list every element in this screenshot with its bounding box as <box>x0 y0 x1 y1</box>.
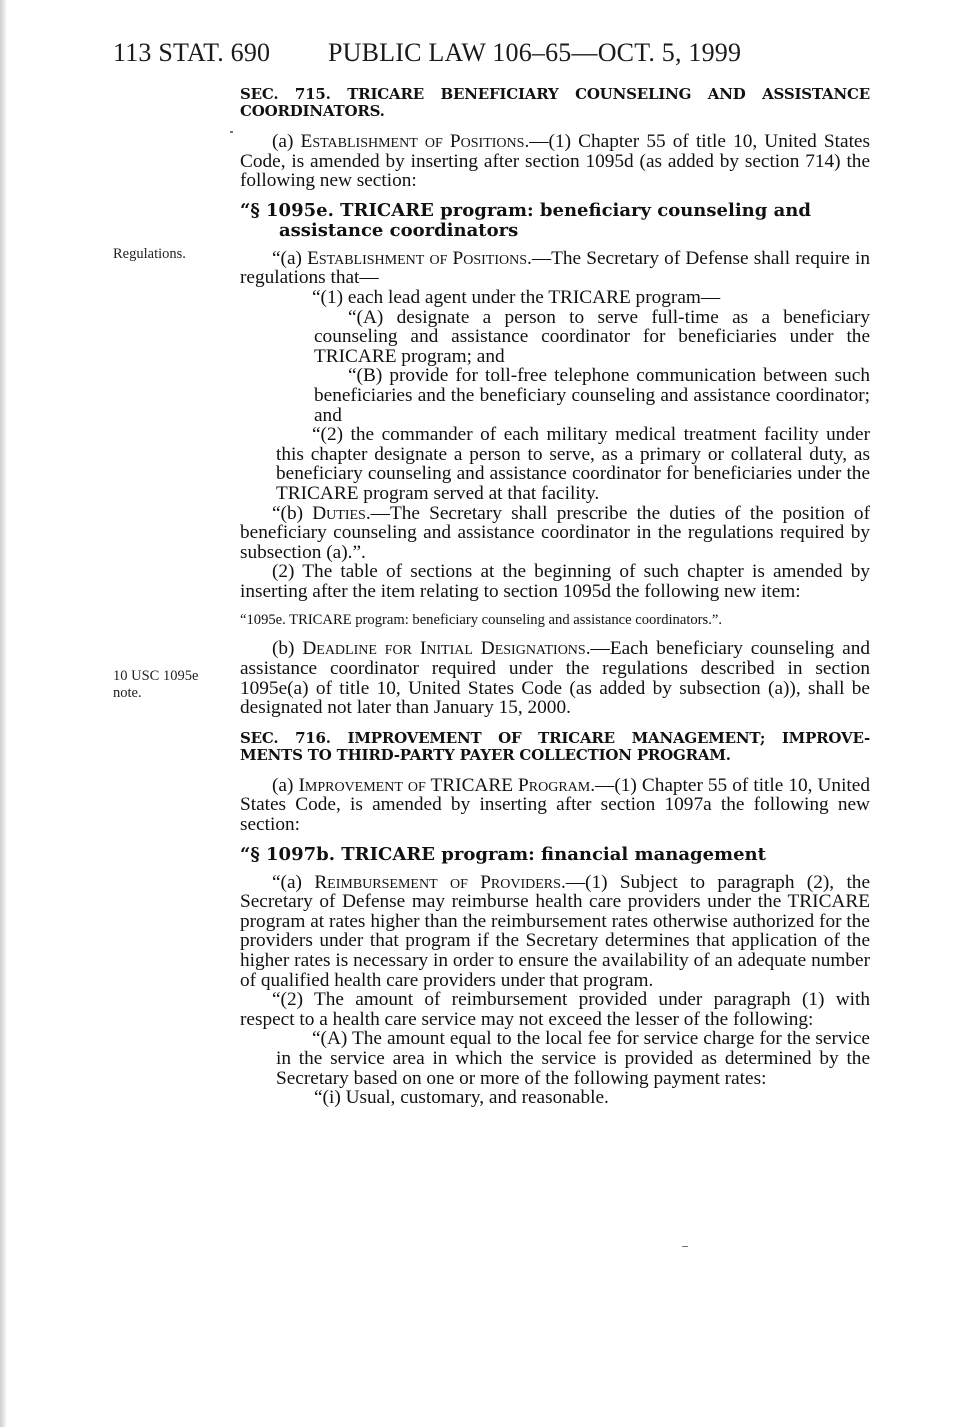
public-law-citation: PUBLIC LAW 106–65—OCT. 5, 1999 <box>328 38 742 67</box>
section-1095e-title-line1: TRICARE program: beneficiary counseling and <box>340 199 811 221</box>
sec716-a-caption: Improvement of TRICARE Program <box>298 774 591 796</box>
section-716-title-line1: IMPROVEMENT OF TRICARE MANAGEMENT; IMPROVE- <box>347 728 870 747</box>
sec715-paragraph-a2: (2) The table of sections at the beginning of such chapter is amended by inserting after the item relating to section 1095d the following new item: <box>240 561 870 602</box>
section-715-number: SEC. 715. <box>240 85 331 103</box>
section-716-title-line2: MENTS TO THIRD-PARTY PAYER COLLECTION PROGRAM. <box>240 745 731 764</box>
section-1095e-paragraph-2: “(2) the commander of each military medical treatment facility under this chapter designate a person to serve, as a primary or collateral duty, as beneficiary counseling and assistance coordinator for beneficiaries under the TRICARE program served at that facility. <box>276 424 870 504</box>
section-715-title-line1: TRICARE BENEFICIARY COUNSELING AND ASSISTANCE <box>347 85 870 103</box>
main-text-column <box>240 86 870 1108</box>
section-1097b-subsection-a: “(a) Reimbursement of Providers.—(1) Subject to paragraph (2), the Secretary of Defense may reimburse health care providers under the TRICARE program at rates higher than the reimbursement rates otherwise authorized for the providers under that program if the Secretary determines that application of the higher rates is necessary in order to ensure the availability of an adequate number of qualified health care providers under that program. <box>240 871 870 991</box>
margin-note-usc-line2: note. <box>113 685 142 701</box>
section-1095e-a-caption: Establishment of Positions <box>307 247 528 269</box>
sec715-b-caption: Deadline for Initial Designations <box>302 638 586 660</box>
section-1097b-subparagraph-A: “(A) The amount equal to the local fee for service charge for the service in the service area in which the service is provided as determined by the Secretary based on one or more of the following payment rates: <box>276 1028 870 1089</box>
scan-speck <box>682 1246 688 1247</box>
sec715-subsection-a: (a) Establishment of Positions.—(1) Chapter 55 of title 10, United States Code, is amended by inserting after section 1095d (as added by section 714) the following new section: <box>240 131 870 192</box>
section-1097b-clause-i: “(i) Usual, customary, and reasonable. <box>314 1087 609 1109</box>
statute-page-ref: 113 STAT. 690 <box>113 38 271 67</box>
section-1097b-heading <box>240 845 870 865</box>
section-1097b-a-caption: Reimbursement of Providers <box>314 871 561 893</box>
margin-note-regulations: Regulations. <box>113 246 186 262</box>
page-scan-edge <box>0 0 6 1427</box>
margin-note-usc-line1: 10 USC 1095e <box>113 668 199 684</box>
section-1095e-number: “§ 1095e. <box>240 199 334 221</box>
section-1097b-title: TRICARE program: financial management <box>341 843 766 865</box>
section-715-title-line2: COORDINATORS. <box>240 102 385 120</box>
section-1097b-number: “§ 1097b. <box>240 843 335 865</box>
page-header <box>113 38 873 68</box>
section-716-number: SEC. 716. <box>240 728 331 747</box>
table-of-sections-item: “1095e. TRICARE program: beneficiary counseling and assistance coordinators.”. <box>240 612 722 629</box>
section-1097b-paragraph-2: “(2) The amount of reimbursement provided under paragraph (1) with respect to a health care service may not exceed the lesser of the following: <box>240 989 870 1030</box>
section-1095e-paragraph-1: “(1) each lead agent under the TRICARE program— <box>312 286 721 308</box>
section-1095e-b-caption: Duties <box>312 502 366 524</box>
margin-note-usc <box>113 668 223 702</box>
section-1095e-subparagraph-A: “(A) designate a person to serve full-time as a beneficiary counseling and assistance coordinator for beneficiaries under the TRICARE program; and <box>314 306 870 367</box>
section-1095e-subsection-a: “(a) Establishment of Positions.—The Secretary of Defense shall require in regulations that— <box>240 247 870 289</box>
sec715-subsection-b: (b) Deadline for Initial Designations.—Each beneficiary counseling and assistance coordinator required under the regulations described in section 1095e(a) of title 10, United States Code (as added by subsection (a)), shall be designated not later than January 15, 2000. <box>240 638 871 719</box>
scan-speck <box>230 131 233 133</box>
section-1095e-title-line2: assistance coordinators <box>279 219 519 241</box>
section-715-heading <box>240 86 870 120</box>
sec715-a-caption: Establishment of Positions <box>300 131 525 152</box>
section-1095e-subparagraph-B: “(B) provide for toll-free telephone communication between such beneficiaries and the beneficiary counseling and assistance coordinator; and <box>314 365 870 426</box>
section-716-heading <box>240 730 870 764</box>
sec716-subsection-a: (a) Improvement of TRICARE Program.—(1) Chapter 55 of title 10, United States Code, is amended by inserting after section 1097a the following new section: <box>240 774 870 836</box>
section-1095e-heading <box>240 201 870 241</box>
section-1095e-subsection-b: “(b) Duties.—The Secretary shall prescribe the duties of the position of beneficiary counseling and assistance coordinator in the regulations required by subsection (a).”. <box>240 502 870 563</box>
